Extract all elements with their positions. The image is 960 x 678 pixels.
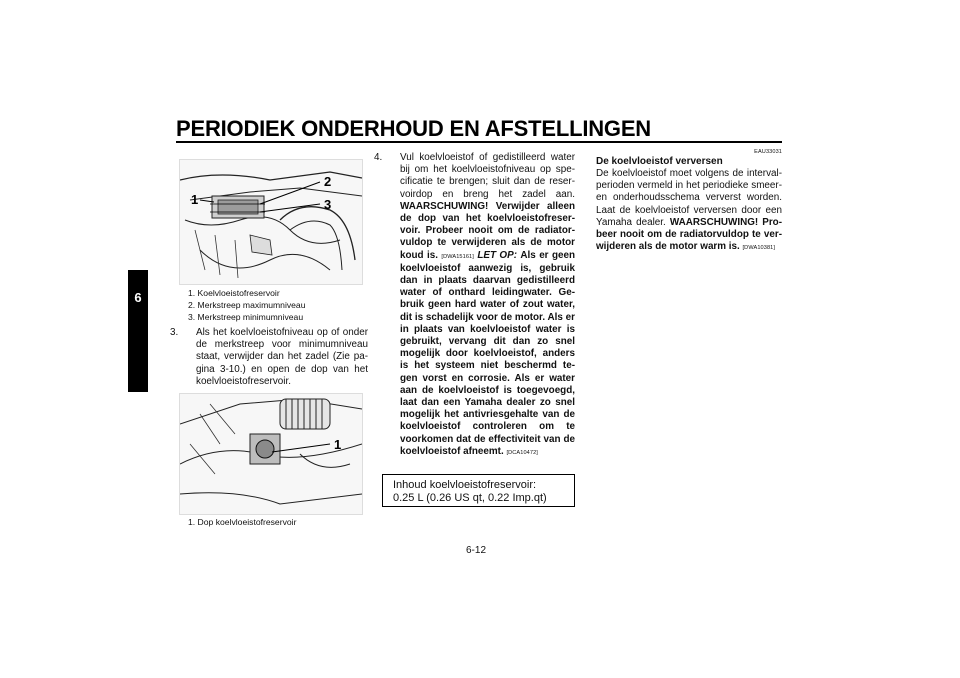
caption-item: 2. Merkstreep maximumniveau	[188, 300, 306, 310]
step-3-body	[170, 327, 368, 388]
step-4	[374, 152, 575, 459]
letop-code: [DCA10472]	[506, 449, 538, 456]
page-title: PERIODIEK ONDERHOUD EN AFSTELLINGEN	[176, 116, 651, 141]
figure2-caption	[188, 516, 368, 528]
spec-value: 0.25 L (0.26 US qt, 0.22 Imp.qt)	[393, 492, 547, 504]
caption-item: 3. Merkstreep minimumniveau	[188, 312, 304, 322]
step-3-text: Als het koelvloeistofniveau op of onder de merkstreep voor minimumniveau staat, verwijder dan het zadel (Zie pa-gina 3-10.) en open de dop van het koelvloeistofreservoir.	[196, 327, 368, 387]
step-3	[170, 327, 368, 388]
coolant-change-section	[596, 148, 782, 254]
cap-line-drawing	[180, 394, 362, 514]
step-number: 3.	[170, 327, 179, 338]
callout-1: 1	[334, 437, 342, 452]
warning-code: [DWA15161]	[441, 253, 474, 260]
step-4-warning: WAARSCHUWING! Verwijder alleen de dop van het koelvloeistofreser-voir. Probeer nooit om de radiator-vuldop te verwijderen als de motor koud is.	[400, 200, 575, 261]
letop-text: Als er geen koelvloeistof aanwezig is, gebruik dan in plaats daarvan gedistilleerd water of onthard leidingwater. Ge-bruik geen hard water of zout water, dit is schadelijk voor de motor. Als er in plaats van koelvloeistof water is gebruikt, vervang dit dan zo snel mogelijk door koelvloeistof, anders is het systeem niet beschermd te-gen vorst en corrosie. Als er water aan de koelvloeistof is toegevoegd, laat dan een Yamaha dealer zo snel mogelijk het antivriesgehalte van de koelvloeistof controleren om te voorkomen dat de effectiviteit van de koelvloeistof afneemt.	[400, 249, 575, 457]
step-4-body	[374, 152, 575, 459]
section-heading: De koelvloeistof verversen	[596, 156, 723, 167]
section-code: EAU33031	[754, 149, 782, 155]
chapter-tab	[128, 270, 148, 392]
section-warning-code: [DWA10381]	[742, 245, 776, 252]
figure1-caption	[188, 287, 368, 323]
callout-1: 1	[191, 192, 199, 207]
reservoir-line-drawing	[180, 160, 362, 284]
reservoir-cap-illustration	[179, 393, 363, 515]
header-rule	[176, 141, 782, 143]
spec-label: Inhoud koelvloeistofreservoir:	[393, 479, 537, 491]
page-number: 6-12	[466, 545, 487, 556]
chapter-tab-label: 6	[134, 290, 142, 305]
caption-item: 1. Dop koelvloeistofreservoir	[188, 517, 297, 527]
letop-label: LET OP:	[477, 249, 517, 261]
callout-3: 3	[324, 197, 332, 212]
section-warning: WAARSCHUWING! Pro-beer nooit om de radiatorvuldop te ver-wijderen als de motor warm is.	[596, 216, 782, 253]
step-number: 4.	[374, 152, 383, 163]
caption-item: 1. Koelvloeistofreservoir	[188, 288, 280, 298]
step-4-intro: Vul koelvloeistof of gedistilleerd water bij om het koelvloeistofniveau op spe-cificatie te brengen; sluit dan de reser-voirdop en breng het zadel aan.	[400, 152, 575, 200]
coolant-reservoir-illustration	[179, 159, 363, 285]
callout-2: 2	[324, 174, 332, 189]
capacity-spec-box	[382, 474, 575, 507]
section-text: De koelvloeistof moet volgens de interval-perioden vermeld in het periodieke smeer-en onderhoudsschema ververst worden. Laat de koelvloeistof verversen door een Yamaha dealer.	[596, 168, 782, 228]
